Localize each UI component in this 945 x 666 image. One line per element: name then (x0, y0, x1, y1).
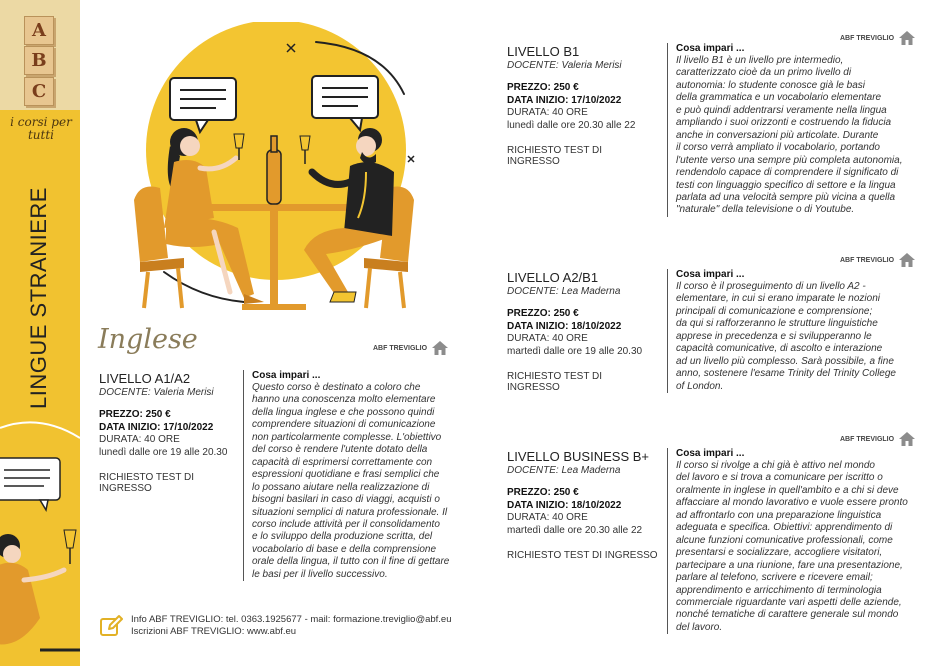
description-line: capacità di esprimersi correttamente con (252, 456, 433, 468)
description-line: Il corso è il proseguimento di un livello A2 - (676, 281, 866, 292)
description-line: partecipare a una riunione, fare una presentazione, (676, 559, 903, 571)
course-teacher: DOCENTE: Valeria Merisi (99, 387, 214, 398)
description-heading: Cosa impari ... (676, 269, 745, 280)
description-line: elementare, in cui si erano imparate le nozioni (676, 293, 880, 305)
description-line: Questo corso è destinato a coloro che (252, 382, 421, 393)
description-heading: Cosa impari ... (676, 448, 745, 459)
description-line: capacità comunicative, di ascolto e interazione (676, 343, 883, 355)
description-line: caratterizzato cioè da un primo livello di (676, 67, 852, 79)
section-title: LINGUE STRANIERE (26, 187, 51, 409)
course-price: PREZZO: 250 € (99, 409, 171, 420)
footer-text (131, 614, 452, 638)
description-text (676, 281, 914, 393)
description-line: l'utente verso una sempre più completa autonomia, (676, 154, 903, 166)
description-line: of London. (676, 380, 724, 392)
description-line: "naturale" della televisione o di Youtube. (676, 204, 855, 216)
abf-label-a2b1 (840, 252, 916, 268)
description-line: ad un livello più complesso. Sarà possibile, a fine (676, 355, 894, 367)
footer-contact: Info ABF TREVIGLIO: tel. 0363.1925677 - mail: formazione.treviglio@abf.eu (131, 614, 452, 625)
sidebar-illustration (0, 418, 80, 666)
description-line: Il livello B1 è un livello pre intermedio, (676, 55, 844, 66)
description-line: apprendimento e arricchimento di terminologia (676, 584, 882, 596)
section-title-wrap (25, 188, 53, 408)
course-price: PREZZO: 250 € (507, 308, 579, 319)
description-line: ampliando i suoi orizzonti e costruendo la fiducia (676, 117, 892, 129)
course-teacher: DOCENTE: Lea Maderna (507, 465, 621, 476)
description-line: del lavoro. (676, 621, 723, 633)
course-a2b1 (507, 270, 657, 393)
description-line: affacciare al mondo lavorativo e vuole essere pronto (676, 497, 908, 509)
description-line: della lingua inglese e che possono quindi (252, 406, 435, 418)
course-level: LIVELLO A1/A2 (99, 371, 191, 386)
description-line: parlata ad una velocità sempre più vicina a quella (676, 191, 896, 203)
description-heading: Cosa impari ... (252, 370, 321, 381)
description-line: presentarsi e socializzare, accogliere visitatori, (676, 547, 883, 559)
course-teacher: DOCENTE: Valeria Merisi (507, 60, 622, 71)
description-line: della grammatica e un vocabolario elementare (676, 92, 882, 104)
abf-label-text: ABF TREVIGLIO (840, 256, 895, 264)
course-start-date: DATA INIZIO: 18/10/2022 (507, 499, 622, 511)
description-line: parlare al telefono, scrivere e ricevere email; (676, 572, 873, 584)
course-duration: DURATA: 40 ORE (507, 512, 588, 523)
course-start-date: DATA INIZIO: 17/10/2022 (99, 421, 214, 433)
abf-label-business (840, 431, 916, 447)
description-line: hanno una conoscenza molto elementare (252, 394, 436, 406)
course-business (507, 449, 667, 561)
description-line: corso include attività per il consolidamento (252, 518, 440, 530)
description-line: le basi per il livello successivo. (252, 568, 388, 580)
description-line: commerciale riguardante vari aspetti delle aziende, (676, 596, 902, 608)
course-business-description (667, 448, 926, 634)
description-text (252, 382, 470, 581)
description-line: e lo sviluppo della produzione scritta, del (252, 531, 433, 543)
course-start-date: DATA INIZIO: 17/10/2022 (507, 94, 622, 106)
course-b1 (507, 44, 657, 167)
description-line: Il corso si rivolge a chi già è attivo nel mondo (676, 460, 875, 471)
course-start-date: DATA INIZIO: 18/10/2022 (507, 320, 622, 332)
course-price: PREZZO: 250 € (507, 487, 579, 498)
course-schedule: lunedì dalle ore 19 alle 20.30 (99, 446, 228, 458)
course-level: LIVELLO BUSINESS B+ (507, 449, 649, 464)
language-title: Inglese (98, 324, 198, 355)
description-heading: Cosa impari ... (676, 43, 745, 54)
course-test-note: RICHIESTO TEST DI INGRESSO (507, 550, 658, 561)
abc-blocks-photo (0, 0, 80, 110)
abf-label-text: ABF TREVIGLIO (373, 344, 428, 352)
description-text (676, 55, 914, 217)
edit-icon (99, 614, 123, 638)
description-line: espressioni quotidiane e frasi semplici che (252, 469, 440, 481)
course-duration: DURATA: 40 ORE (507, 333, 588, 344)
house-icon (898, 252, 916, 268)
description-line: non particolarmente complesse. L'obiettivo (252, 431, 442, 443)
abf-label-text: ABF TREVIGLIO (840, 435, 895, 443)
description-line: comprendere situazioni di comunicazione (252, 419, 436, 431)
course-price: PREZZO: 250 € (507, 82, 579, 93)
description-line: situazioni semplici di natura professionale. Il (252, 506, 448, 518)
description-line: nonché tematiche di carattere generale sul mondo (676, 609, 899, 621)
description-text (676, 460, 926, 634)
course-level: LIVELLO B1 (507, 44, 580, 59)
description-line: anno, sostenere l'esame Trinity del Trinity College (676, 368, 896, 380)
course-test-note: RICHIESTO TEST DI INGRESSO (99, 472, 195, 494)
course-a2b1-description (667, 269, 914, 393)
house-icon (431, 340, 449, 356)
description-line: del lavoro e si trova a comunicare per iscritto o (676, 472, 883, 484)
letter-block-c: C (24, 77, 54, 106)
description-line: rendendolo capace di comprendere il significato di (676, 167, 899, 179)
description-line: ad affrontarlo con una preparazione linguistica (676, 509, 882, 521)
description-line: principali di comunicazione e comprensione; (676, 305, 873, 317)
footer-registration: Iscrizioni ABF TREVIGLIO: www.abf.eu (131, 626, 297, 637)
abf-label-text: ABF TREVIGLIO (840, 34, 895, 42)
course-schedule: martedì dalle ore 19 alle 20.30 (507, 345, 643, 357)
description-line: autonomia: lo studente conosce già le basi (676, 79, 866, 91)
course-duration: DURATA: 40 ORE (507, 107, 588, 118)
footer-info (99, 614, 452, 638)
course-schedule: martedì dalle ore 20.30 alle 22 (507, 524, 643, 536)
description-line: vocabolario di base e della comprensione (252, 543, 437, 555)
description-line: orale della lingua, il tutto con il fine di gettare (252, 556, 450, 568)
description-line: lo possano aiutare nella realizzazione di (252, 481, 430, 493)
house-icon (898, 431, 916, 447)
description-line: oralmente in inglese in quell'ambito e a chi si deve (676, 484, 899, 496)
course-test-note: RICHIESTO TEST DI INGRESSO (507, 145, 603, 167)
course-test-note: RICHIESTO TEST DI INGRESSO (507, 371, 603, 393)
sidebar (0, 0, 80, 666)
description-line: del corso è rendere l'utente dotato della (252, 444, 428, 456)
description-line: testi con linguaggio specifico di settore e la lingua (676, 179, 896, 191)
course-a1a2 (99, 371, 239, 494)
description-line: bisogni basilari in caso di viaggi, acquisti o (252, 494, 440, 506)
letter-block-a: A (24, 16, 54, 45)
description-line: anche in conversazioni più articolate. Durante (676, 129, 879, 141)
letter-block-b: B (24, 46, 54, 75)
description-line: alcune funzioni comunicative professionali, come (676, 534, 893, 546)
course-duration: DURATA: 40 ORE (99, 434, 180, 445)
abf-label-a1 (373, 340, 449, 356)
conversation-illustration (104, 22, 454, 322)
description-line: apprese in precedenza e si svilupperanno le (676, 330, 872, 342)
course-level: LIVELLO A2/B1 (507, 270, 599, 285)
description-line: adeguata e specifica. Obiettivi: apprendimento di (676, 522, 893, 534)
description-line: e può quindi addentrarsi veramente nella lingua (676, 104, 887, 116)
course-schedule: lunedì dalle ore 20.30 alle 22 (507, 119, 636, 131)
course-a1a2-description (243, 370, 470, 581)
description-line: il corso verrà ampliato il vocabolario, portando (676, 142, 880, 154)
course-teacher: DOCENTE: Lea Maderna (507, 286, 621, 297)
course-b1-description (667, 43, 914, 217)
description-line: da qui si rafforzeranno le strutture linguistiche (676, 318, 878, 330)
tagline: i corsi per tutti (10, 115, 72, 142)
